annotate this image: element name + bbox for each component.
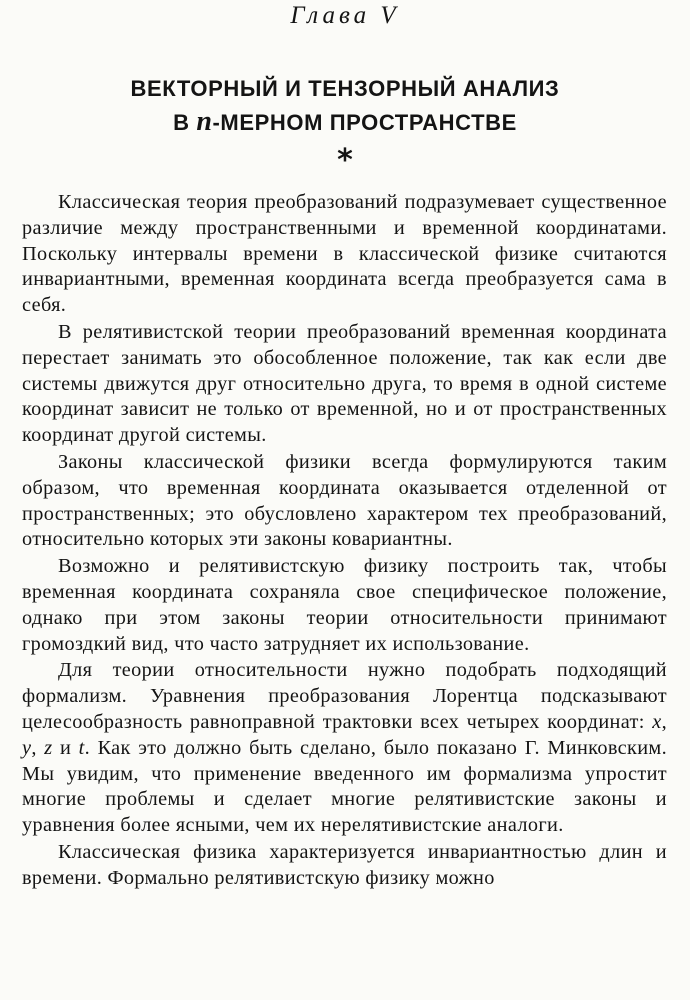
paragraph-5-text-a: Для теории относительности нужно подобрать подходящий формализм. Уравнения преобразования Лорентца подсказывают целесообразность равноправной трактовки всех четырех координат: <box>22 659 667 733</box>
chapter-title <box>0 72 690 139</box>
var-z: z <box>44 736 53 759</box>
paragraph-5 <box>22 658 667 839</box>
paragraph-5-text-b: . Как это должно быть сделано, было показано Г. Минковским. Мы увидим, что применение введенного им формализма упростит многие проблемы и сделает многие релятивистские законы и уравнения более ясными, чем их нерелятивистские аналоги. <box>22 736 667 837</box>
paragraph-4: Возможно и релятивистскую физику построить так, чтобы временная координата сохраняла свое специфическое положение, однако при этом законы теории относительности принимают громоздкий вид, что часто затрудняет их использование. <box>22 555 667 655</box>
chapter-title-line-2 <box>0 105 690 139</box>
paragraph-3: Законы классической физики всегда формулируются таким образом, что временная координата оказывается отделенной от пространственных; это обусловлено характером тех преобразований, относительно которых эти законы ковариантны. <box>22 450 667 551</box>
paragraph-2: В релятивистской теории преобразований временная координата перестает занимать это обособленное положение, так как если две системы движутся друг относительно друга, то время в одной системе координат зависит не только от временной, но и от пространственных координат другой системы. <box>22 320 667 447</box>
title-suffix: -МЕРНОМ ПРОСТРАНСТВЕ <box>212 110 517 135</box>
var-t: t <box>78 736 85 759</box>
chapter-heading: Глава V <box>290 2 400 29</box>
chapter-title-line-1: ВЕКТОРНЫЙ И ТЕНЗОРНЫЙ АНАЛИЗ <box>130 76 560 101</box>
paragraph-6: Классическая физика характеризуется инвариантностью длин и времени. Формально релятивистскую физику можно <box>22 840 667 889</box>
asterisk-ornament: * <box>337 143 353 178</box>
sep-2: , <box>31 736 45 759</box>
title-variable-n: n <box>196 106 213 137</box>
paragraph-1: Классическая теория преобразований подразумевает существенное различие между пространственными и временной координатами. Поскольку интервалы времени в классической физике считаются инвариантными, временная координата всегда преобразуется сама в себя. <box>22 191 667 317</box>
sep-1: , <box>661 710 667 733</box>
title-prefix: В <box>173 110 197 135</box>
conjunction: и <box>52 736 79 759</box>
var-y: y <box>22 736 32 759</box>
body-text <box>22 190 667 892</box>
var-x: x <box>652 710 662 733</box>
